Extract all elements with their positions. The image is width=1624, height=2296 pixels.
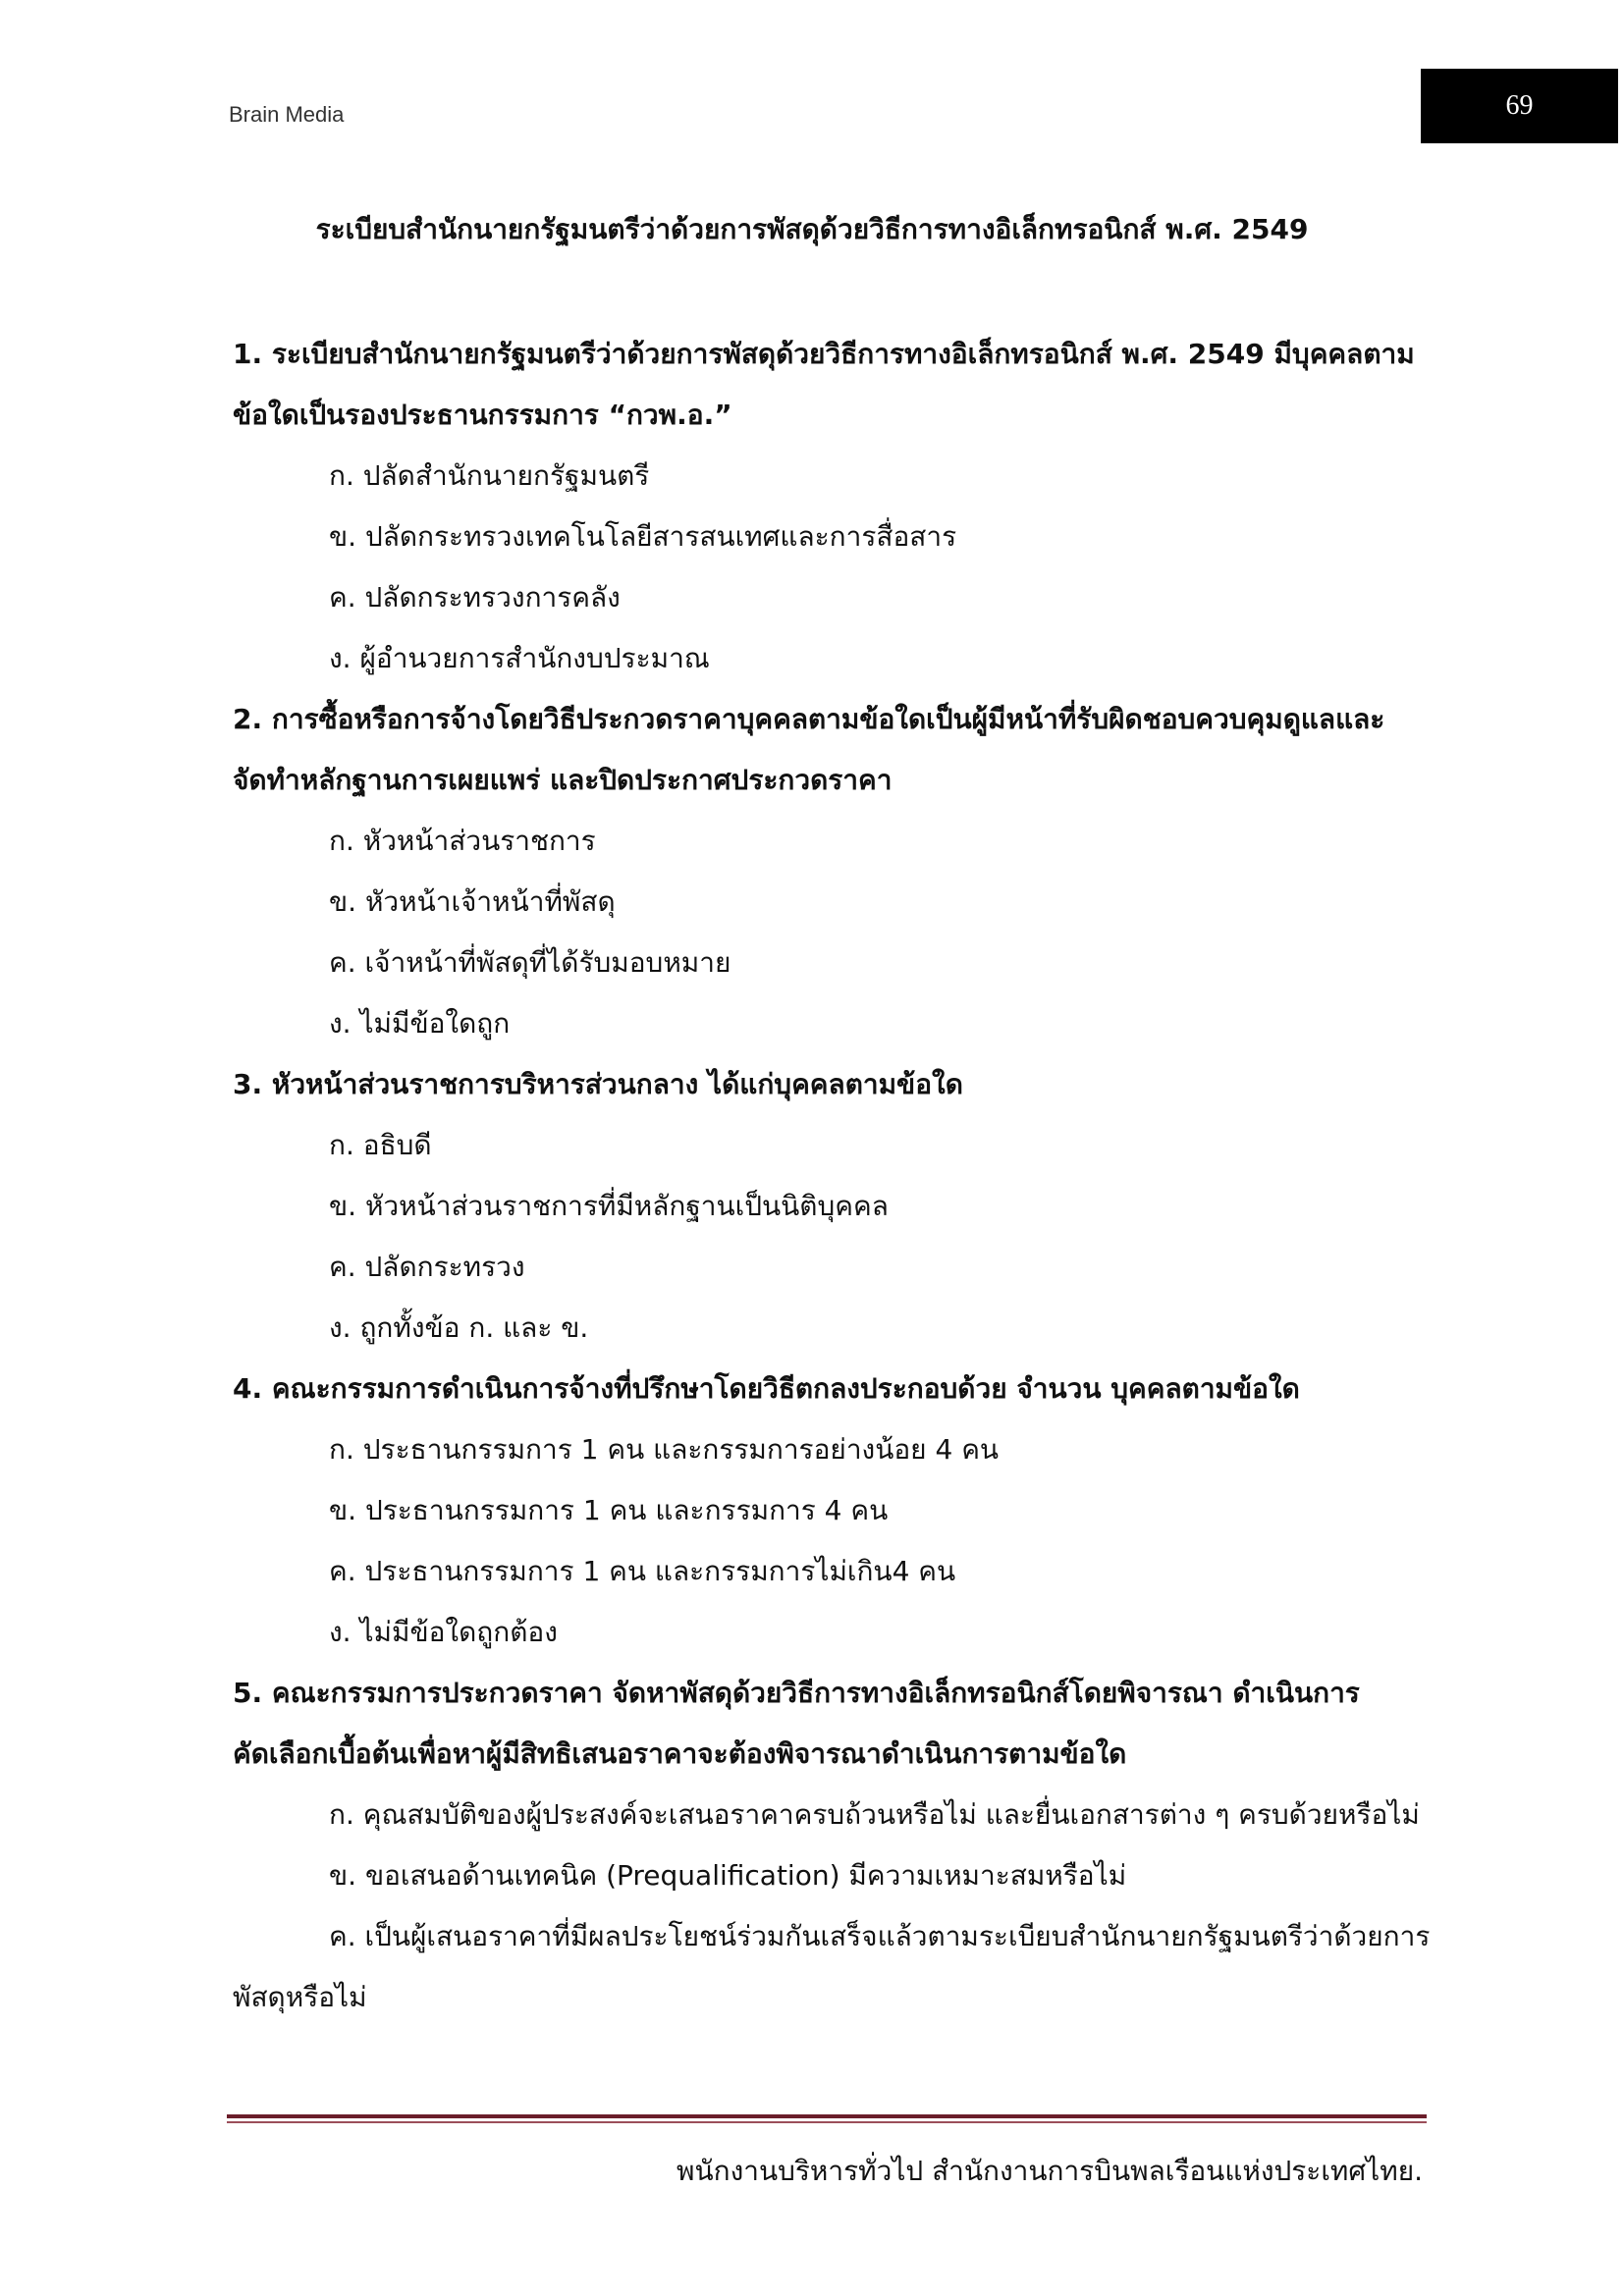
question-list bbox=[233, 324, 1440, 2028]
answer-option: ค. ปลัดกระทรวงการคลัง bbox=[329, 581, 621, 614]
answer-option: ค. ปลัดกระทรวง bbox=[329, 1251, 525, 1283]
answer-option: ข. หัวหน้าเจ้าหน้าที่พัสดุ bbox=[329, 885, 616, 918]
question-1 bbox=[233, 324, 1440, 689]
answer-option: ง. ไม่มีข้อใดถูก bbox=[329, 1007, 511, 1040]
answer-option: ค. ประธานกรรมการ 1 คน และกรรมการไม่เกิน4 คน bbox=[329, 1555, 956, 1587]
answer-option: ข. ปลัดกระทรวงเทคโนโลยีสารสนเทศและการสื่อสาร bbox=[329, 520, 957, 553]
page-number: 69 bbox=[1505, 90, 1534, 121]
answer-option: ก. ปลัดสำนักนายกรัฐมนตรี bbox=[329, 459, 650, 492]
question-4 bbox=[233, 1359, 1440, 1663]
answer-option: ข. หัวหน้าส่วนราชการที่มีหลักฐานเป็นนิติบุคคล bbox=[329, 1190, 889, 1222]
question-3 bbox=[233, 1054, 1440, 1359]
document-title: ระเบียบสำนักนายกรัฐมนตรีว่าด้วยการพัสดุด้วยวิธีการทางอิเล็กทรอนิกส์ พ.ศ. 2549 bbox=[315, 213, 1309, 245]
question-text: 2. การซื้อหรือการจ้างโดยวิธีประกวดราคาบุคคลตามข้อใดเป็นผู้มีหน้าที่รับผิดชอบควบคุมดูแลและ bbox=[233, 703, 1385, 735]
answer-option-continuation: พัสดุหรือไม่ bbox=[233, 1981, 367, 2013]
answer-option: ง. ถูกทั้งข้อ ก. และ ข. bbox=[329, 1311, 589, 1344]
answer-option: ง. ไม่มีข้อใดถูกต้อง bbox=[329, 1616, 558, 1648]
answer-option: ข. ขอเสนอด้านเทคนิค (Prequalification) มีความเหมาะสมหรือไม่ bbox=[329, 1859, 1127, 1892]
question-text: 3. หัวหน้าส่วนราชการบริหารส่วนกลาง ได้แก่บุคคลตามข้อใด bbox=[233, 1068, 963, 1100]
answer-option: ก. ประธานกรรมการ 1 คน และกรรมการอย่างน้อย 4 คน bbox=[329, 1433, 1000, 1466]
page-number-box bbox=[1421, 69, 1618, 143]
question-text: 5. คณะกรรมการประกวดราคา จัดหาพัสดุด้วยวิธีการทางอิเล็กทรอนิกส์โดยพิจารณา ดำเนินการ bbox=[233, 1677, 1360, 1709]
question-text: ข้อใดเป็นรองประธานกรรมการ “กวพ.อ.” bbox=[233, 399, 732, 431]
question-text: 4. คณะกรรมการดำเนินการจ้างที่ปรึกษาโดยวิธีตกลงประกอบด้วย จำนวน บุคคลตามข้อใด bbox=[233, 1372, 1300, 1405]
answer-option: ข. ประธานกรรมการ 1 คน และกรรมการ 4 คน bbox=[329, 1494, 889, 1526]
answer-option: ค. เจ้าหน้าที่พัสดุที่ได้รับมอบหมาย bbox=[329, 946, 731, 979]
footer-text: พนักงานบริหารทั่วไป สำนักงานการบินพลเรือนแห่งประเทศไทย. bbox=[677, 2155, 1423, 2187]
answer-option: ก. หัวหน้าส่วนราชการ bbox=[329, 825, 596, 857]
answer-option: ง. ผู้อำนวยการสำนักงบประมาณ bbox=[329, 642, 710, 674]
question-2 bbox=[233, 689, 1440, 1054]
question-5 bbox=[233, 1663, 1440, 2028]
footer-divider bbox=[227, 2114, 1427, 2123]
brand-label: Brain Media bbox=[229, 102, 345, 127]
answer-option: ก. อธิบดี bbox=[329, 1129, 432, 1161]
answer-option: ก. คุณสมบัติของผู้ประสงค์จะเสนอราคาครบถ้วนหรือไม่ และยื่นเอกสารต่าง ๆ ครบด้วยหรือไม่ bbox=[329, 1798, 1420, 1831]
answer-option: ค. เป็นผู้เสนอราคาที่มีผลประโยชน์ร่วมกันเสร็จแล้วตามระเบียบสำนักนายกรัฐมนตรีว่าด้วยการ bbox=[329, 1920, 1431, 1952]
question-text: คัดเลือกเบื้อต้นเพื่อหาผู้มีสิทธิเสนอราคาจะต้องพิจารณาดำเนินการตามข้อใด bbox=[233, 1737, 1127, 1770]
question-text: 1. ระเบียบสำนักนายกรัฐมนตรีว่าด้วยการพัสดุด้วยวิธีการทางอิเล็กทรอนิกส์ พ.ศ. 2549 มีบุคคลตาม bbox=[233, 338, 1415, 370]
question-text: จัดทำหลักฐานการเผยแพร่ และปิดประกาศประกวดราคา bbox=[233, 764, 893, 796]
